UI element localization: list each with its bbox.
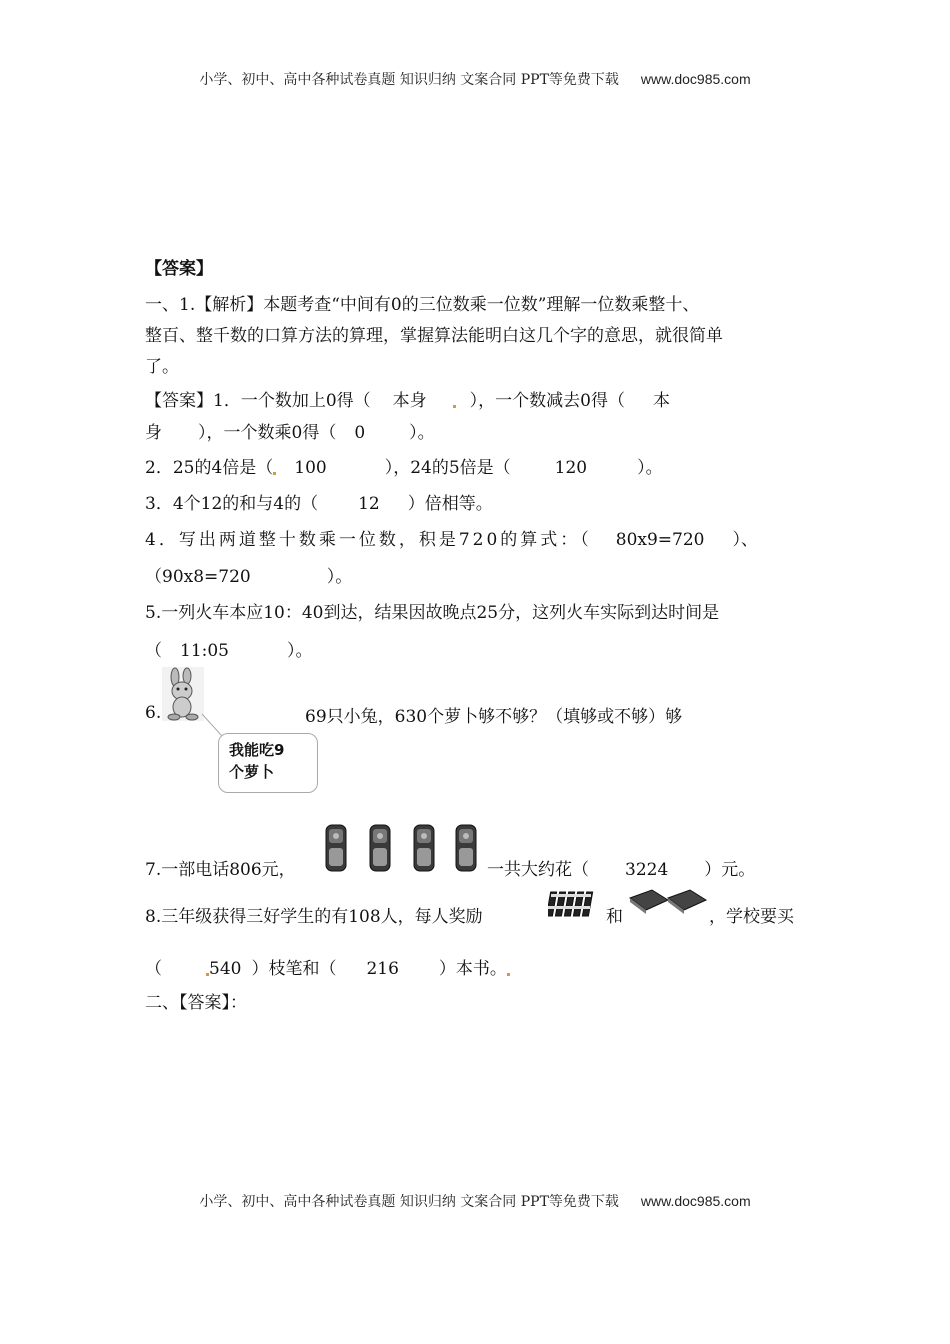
q5-answer: 11:05 [180,641,229,661]
question-8-and: 和 [606,907,623,927]
q4-answer-2: 90x8=720 [162,567,251,587]
question-5-line-1: 5.一列火车本应10：40到达，结果因故晚点25分，这列火车实际到达时间是 [145,603,720,623]
question-7-rest [487,855,755,880]
books-icon [628,888,710,918]
q2-end: ）。 [637,458,663,478]
q1-mid2: ），一个数乘0得（ [198,423,337,443]
q8-mid: ）枝笔和（ [251,959,337,979]
dot-mark [453,405,456,408]
question-8-line-2 [145,954,510,979]
question-2 [145,453,663,478]
page-footer [0,1191,950,1211]
q8-open: （ [145,959,162,979]
q4-open-2: （ [145,567,162,587]
question-3 [145,489,493,514]
q6-text: 69只小兔，630个萝卜够不够？（填够或不够） [305,707,666,727]
q5-end: ）。 [287,641,313,661]
bubble-line-2: 个萝卜 [229,763,275,781]
phone-icon [455,824,477,872]
phone-icon [325,824,347,872]
pens-icon [548,890,598,920]
question-4-line-2 [145,562,352,587]
header-text: 小学、初中、高中各种试卷真题 知识归纳 文案合同 PPT等免费下载 [199,72,619,88]
part-2-title: 二、【答案】： [145,993,247,1013]
q8-end: ）本书。 [438,959,507,979]
question-5-line-2 [145,636,313,661]
q3-answer: 12 [358,494,380,514]
question-4-line-1 [145,525,758,550]
question-8-line-1-end: ，学校要买 [709,907,794,927]
rabbit-image [162,667,204,721]
q8-answer-1: 540 [209,959,242,979]
question-7-prefix: 7.一部电话806元， [145,860,296,880]
q2-answer-2: 120 [554,458,588,478]
phone-icon [413,824,435,872]
speech-bubble [218,733,318,793]
q7-mid: 一共大约花（ [487,860,589,880]
q3-end: ）倍相等。 [407,494,493,514]
footer-text: 小学、初中、高中各种试卷真题 知识归纳 文案合同 PPT等免费下载 [199,1194,619,1210]
dot-mark [507,973,510,976]
question-1-line-1 [145,386,670,411]
q4-prefix: 4．写出两道整十数乘一位数，积是720的算式：（ [145,530,592,550]
analysis-line-1: 一、1.【解析】本题考查“中间有0的三位数乘一位数”理解一位数乘整十、 [145,295,700,315]
q2-prefix: 2．25的4倍是（ [145,458,274,478]
q2-answer-1: 100 [294,458,327,478]
phone-icons [325,824,481,874]
q4-mid: ）、 [732,530,758,550]
phone-icon [369,824,391,872]
q2-mid: ），24的5倍是（ [384,458,511,478]
q5-open: （ [145,641,162,661]
q1-mid: ），一个数减去0得（ [469,391,625,411]
header-url[interactable]: www.doc985.com [640,71,751,87]
q1-answer-3: 0 [354,423,366,443]
q3-prefix: 3．4个12的和与4的（ [145,494,319,514]
question-6-number: 6. [145,703,162,723]
analysis-line-2: 整百、整千数的口算方法的算理，掌握算法能明白这几个字的意思，就很简单 [145,326,723,346]
page-header [0,69,950,89]
bubble-line-1: 我能吃9 [229,741,285,759]
dot-mark [273,472,276,475]
q1-prefix: 【答案】1．一个数加上0得（ [145,391,371,411]
q4-answer-1: 80x9=720 [615,530,705,550]
question-8-prefix: 8.三年级获得三好学生的有108人，每人奖励 [145,907,483,927]
section-title: 【答案】 [145,259,213,279]
q7-answer: 3224 [625,860,669,880]
q1-end: ）。 [409,423,435,443]
question-1-line-2 [145,418,435,443]
q1-answer-2-part-a: 本 [652,391,670,411]
q1-answer-2-part-b: 身 [145,423,162,443]
q1-answer-1: 本身 [392,391,427,411]
q8-answer-2: 216 [366,959,399,979]
q6-answer: 够 [665,707,683,727]
question-6-text [305,702,682,727]
footer-url[interactable]: www.doc985.com [640,1193,751,1209]
q7-end: ）元。 [704,860,756,880]
analysis-line-3: 了。 [145,357,179,377]
q4-end: ）。 [326,567,353,587]
